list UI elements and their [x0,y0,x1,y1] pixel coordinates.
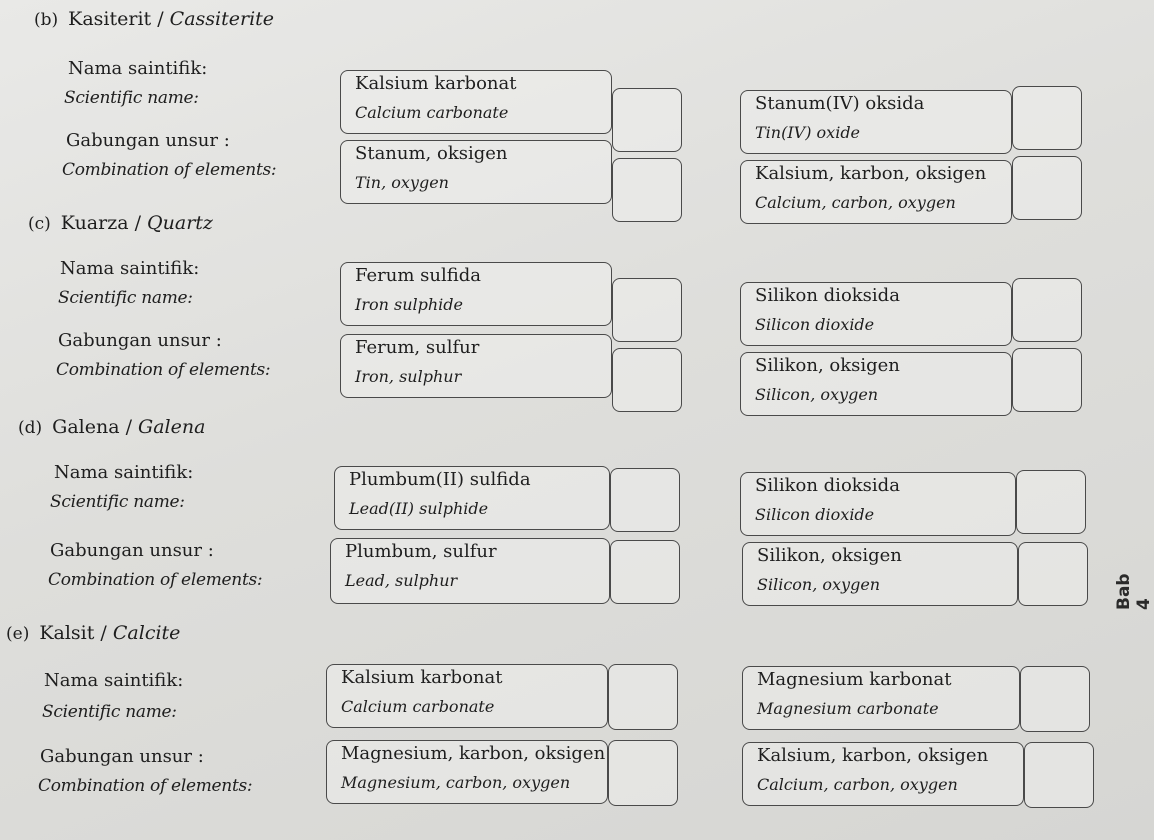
tick-box-e2[interactable] [1020,666,1090,732]
scientific-name-label-en: Scientific name: [42,702,177,722]
answer-option-d1[interactable]: Plumbum(II) sulfida Lead(II) sulphide [334,466,610,530]
answer-option-c2[interactable]: Silikon dioksida Silicon dioxide [740,282,1012,346]
tick-box-c4[interactable] [1012,348,1082,412]
scientific-name-label-en: Scientific name: [64,88,199,108]
combination-label-en: Combination of elements: [48,570,263,590]
answer-option-e4[interactable]: Kalsium, karbon, oksigen Calcium, carbon, oxygen [742,742,1024,806]
answer-option-e3[interactable]: Magnesium, karbon, oksigen Magnesium, carbon, oxygen [326,740,608,804]
answer-option-d3[interactable]: Plumbum, sulfur Lead, sulphur [330,538,610,604]
answer-option-c3[interactable]: Ferum, sulfur Iron, sulphur [340,334,612,398]
section-heading-d: (d) Galena / Galena [18,416,206,438]
tick-box-d2[interactable] [1016,470,1086,534]
tick-box-c1[interactable] [612,278,682,342]
combination-label-en: Combination of elements: [38,776,253,796]
tick-box-e3[interactable] [608,740,678,806]
answer-option-b1[interactable]: Kalsium karbonat Calcium carbonate [340,70,612,134]
section-heading-c: (c) Kuarza / Quartz [28,212,213,234]
answer-option-d2[interactable]: Silikon dioksida Silicon dioxide [740,472,1016,536]
section-heading-e: (e) Kalsit / Calcite [6,622,181,644]
combination-label-ms: Gabungan unsur : [50,540,214,561]
tick-box-b2[interactable] [1012,86,1082,150]
scientific-name-label-ms: Nama saintifik: [44,670,184,691]
tick-box-b1[interactable] [612,88,682,152]
scientific-name-label-en: Scientific name: [50,492,185,512]
combination-label-ms: Gabungan unsur : [66,130,230,151]
answer-option-c4[interactable]: Silikon, oksigen Silicon, oxygen [740,352,1012,416]
combination-label-en: Combination of elements: [62,160,277,180]
scientific-name-label-ms: Nama saintifik: [60,258,200,279]
tick-box-d4[interactable] [1018,542,1088,606]
tick-box-c2[interactable] [1012,278,1082,342]
combination-label-en: Combination of elements: [56,360,271,380]
combination-label-ms: Gabungan unsur : [58,330,222,351]
answer-option-e1[interactable]: Kalsium karbonat Calcium carbonate [326,664,608,728]
answer-option-c1[interactable]: Ferum sulfida Iron sulphide [340,262,612,326]
scientific-name-label-ms: Nama saintifik: [68,58,208,79]
section-heading-b: (b) Kasiterit / Cassiterite [34,8,275,30]
tick-box-d1[interactable] [610,468,680,532]
tick-box-d3[interactable] [610,540,680,604]
tick-box-c3[interactable] [612,348,682,412]
tick-box-b3[interactable] [612,158,682,222]
chapter-side-tab: Bab 4 [1114,573,1154,610]
tick-box-e4[interactable] [1024,742,1094,808]
answer-option-b2[interactable]: Stanum(IV) oksida Tin(IV) oxide [740,90,1012,154]
tick-box-b4[interactable] [1012,156,1082,220]
scientific-name-label-en: Scientific name: [58,288,193,308]
answer-option-b3[interactable]: Stanum, oksigen Tin, oxygen [340,140,612,204]
answer-option-b4[interactable]: Kalsium, karbon, oksigen Calcium, carbon, oxygen [740,160,1012,224]
combination-label-ms: Gabungan unsur : [40,746,204,767]
answer-option-e2[interactable]: Magnesium karbonat Magnesium carbonate [742,666,1020,730]
scientific-name-label-ms: Nama saintifik: [54,462,194,483]
tick-box-e1[interactable] [608,664,678,730]
answer-option-d4[interactable]: Silikon, oksigen Silicon, oxygen [742,542,1018,606]
